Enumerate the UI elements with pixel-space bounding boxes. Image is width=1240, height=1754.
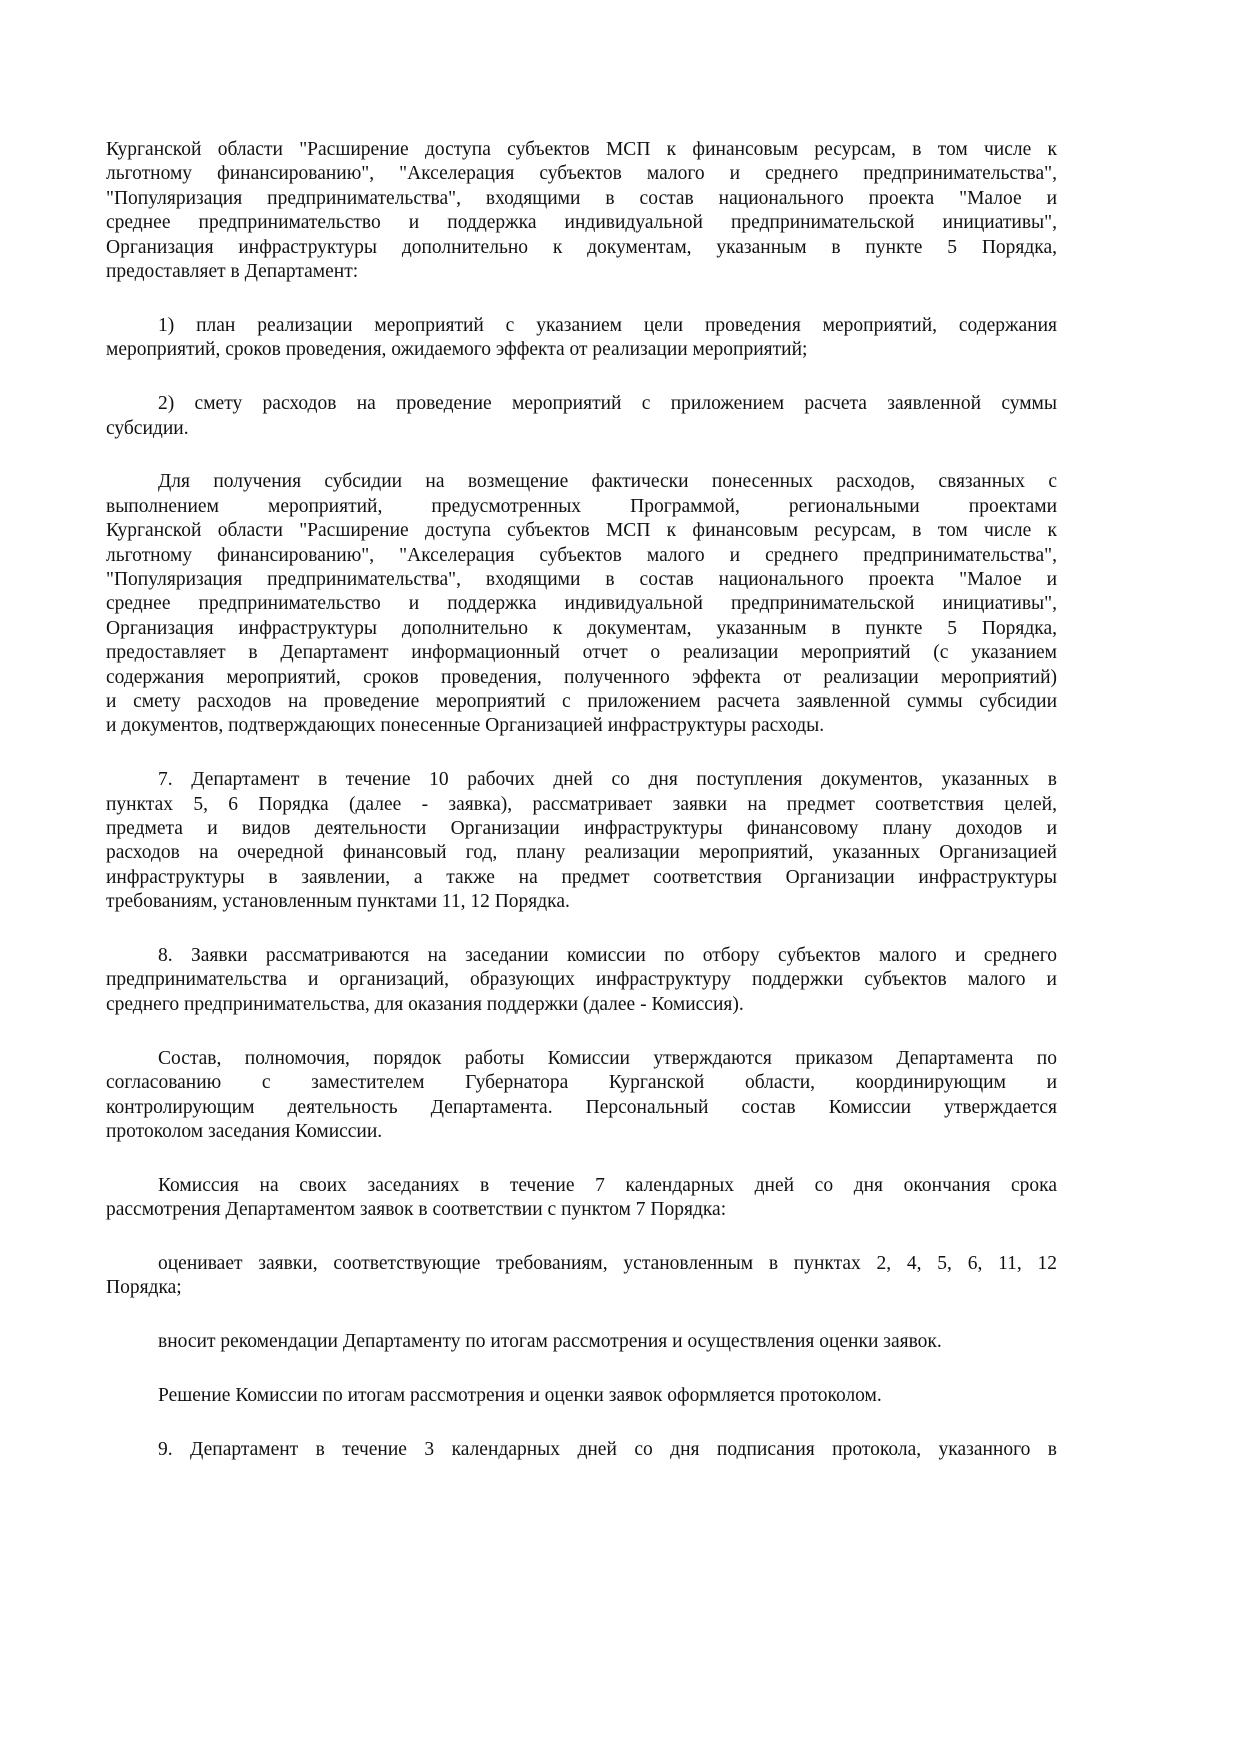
text-line: Курганской области "Расширение доступа субъектов МСП к финансовым ресурсам, в том числе к [106, 520, 1057, 542]
text-line: среднего предпринимательства, для оказания поддержки (далее - Комиссия). [106, 993, 744, 1015]
text-line: "Популяризация предпринимательства", входящими в состав национального проекта "Малое и [106, 187, 1057, 209]
paragraph [106, 1384, 1057, 1408]
text-line: "Популяризация предпринимательства", входящими в состав национального проекта "Малое и [106, 568, 1057, 590]
text-line: Организация инфраструктуры дополнительно к документам, указанным в пункте 5 Порядка, [106, 236, 1057, 258]
text-line: Состав, полномочия, порядок работы Комиссии утверждаются приказом Департамента по [158, 1047, 1057, 1069]
text-line: 8. Заявки рассматриваются на заседании комиссии по отбору субъектов малого и среднего [158, 945, 1057, 967]
text-line: рассмотрения Департаментом заявок в соответствии с пунктом 7 Порядка: [106, 1199, 727, 1221]
text-line: субсидии. [106, 417, 189, 439]
text-line: Порядка; [106, 1277, 182, 1299]
text-line: содержания мероприятий, сроков проведения, полученного эффекта от реализации мероприятий) [106, 666, 1057, 688]
text-line: Курганской области "Расширение доступа субъектов МСП к финансовым ресурсам, в том числе к [106, 139, 1057, 160]
text-line: выполнением мероприятий, предусмотренных Программой, региональными проектами [106, 495, 1057, 517]
text-line: предоставляет в Департамент: [106, 260, 359, 282]
text-line: расходов на очередной финансовый год, плану реализации мероприятий, указанных Организацией [106, 842, 1057, 864]
text-line: вносит рекомендации Департаменту по итогам рассмотрения и осуществления оценки заявок. [158, 1331, 942, 1353]
paragraph [106, 1330, 1057, 1354]
text-line: льготному финансированию", "Акселерация субъектов малого и среднего предпринимательства", [106, 544, 1057, 566]
text-line: предмета и видов деятельности Организации инфраструктуры финансовому плану доходов и [106, 817, 1057, 839]
text-line: мероприятий, сроков проведения, ожидаемого эффекта от реализации мероприятий; [106, 339, 808, 361]
paragraph [106, 392, 1057, 441]
paragraph [106, 314, 1057, 363]
paragraph [106, 138, 1057, 284]
text-line: инфраструктуры в заявлении, а также на предмет соответствия Организации инфраструктуры [106, 866, 1057, 888]
text-line: Решение Комиссии по итогам рассмотрения и оценки заявок оформляется протоколом. [158, 1385, 882, 1407]
paragraph [106, 944, 1057, 1017]
paragraph [106, 1047, 1057, 1145]
paragraph [106, 1438, 1057, 1462]
text-line: льготному финансированию", "Акселерация субъектов малого и среднего предпринимательства", [106, 163, 1057, 185]
text-line: предоставляет в Департамент информационный отчет о реализации мероприятий (с указанием [106, 642, 1057, 664]
text-line: Комиссия на своих заседаниях в течение 7 календарных дней со дня окончания срока [158, 1174, 1057, 1196]
text-line: предпринимательства и организаций, образующих инфраструктуру поддержки субъектов малого и [106, 969, 1057, 991]
text-line: согласованию с заместителем Губернатора Курганской области, координирующим и [106, 1072, 1057, 1094]
paragraph [106, 470, 1057, 738]
paragraph [106, 1252, 1057, 1301]
text-line: среднее предпринимательство и поддержка индивидуальной предпринимательской инициативы", [106, 593, 1057, 615]
text-line: протоколом заседания Комиссии. [106, 1120, 383, 1142]
text-line: 7. Департамент в течение 10 рабочих дней со дня поступления документов, указанных в [158, 769, 1057, 791]
text-line: контролирующим деятельность Департамента. Персональный состав Комиссии утверждается [106, 1096, 1057, 1118]
text-line: 2) смету расходов на проведение мероприятий с приложением расчета заявленной суммы [158, 393, 1057, 415]
text-line: оценивает заявки, соответствующие требованиям, установленным в пунктах 2, 4, 5, 6, 11, 12 [158, 1253, 1057, 1275]
text-line: Для получения субсидии на возмещение фактически понесенных расходов, связанных с [158, 471, 1057, 493]
text-line: и смету расходов на проведение мероприятий с приложением расчета заявленной суммы субсидии [106, 690, 1057, 712]
text-line: среднее предпринимательство и поддержка индивидуальной предпринимательской инициативы", [106, 212, 1057, 234]
paragraph [106, 768, 1057, 914]
text-line: требованиям, установленным пунктами 11, 12 Порядка. [106, 891, 570, 913]
text-line: Организация инфраструктуры дополнительно к документам, указанным в пункте 5 Порядка, [106, 617, 1057, 639]
text-line: 1) план реализации мероприятий с указанием цели проведения мероприятий, содержания [158, 314, 1057, 336]
paragraph [106, 1174, 1057, 1223]
text-line: 9. Департамент в течение 3 календарных дней со дня подписания протокола, указанного в [158, 1439, 1057, 1461]
text-line: пунктах 5, 6 Порядка (далее - заявка), рассматривает заявки на предмет соответствия целей, [106, 793, 1057, 815]
text-line: и документов, подтверждающих понесенные Организацией инфраструктуры расходы. [106, 715, 825, 737]
document-page [106, 138, 1057, 1463]
